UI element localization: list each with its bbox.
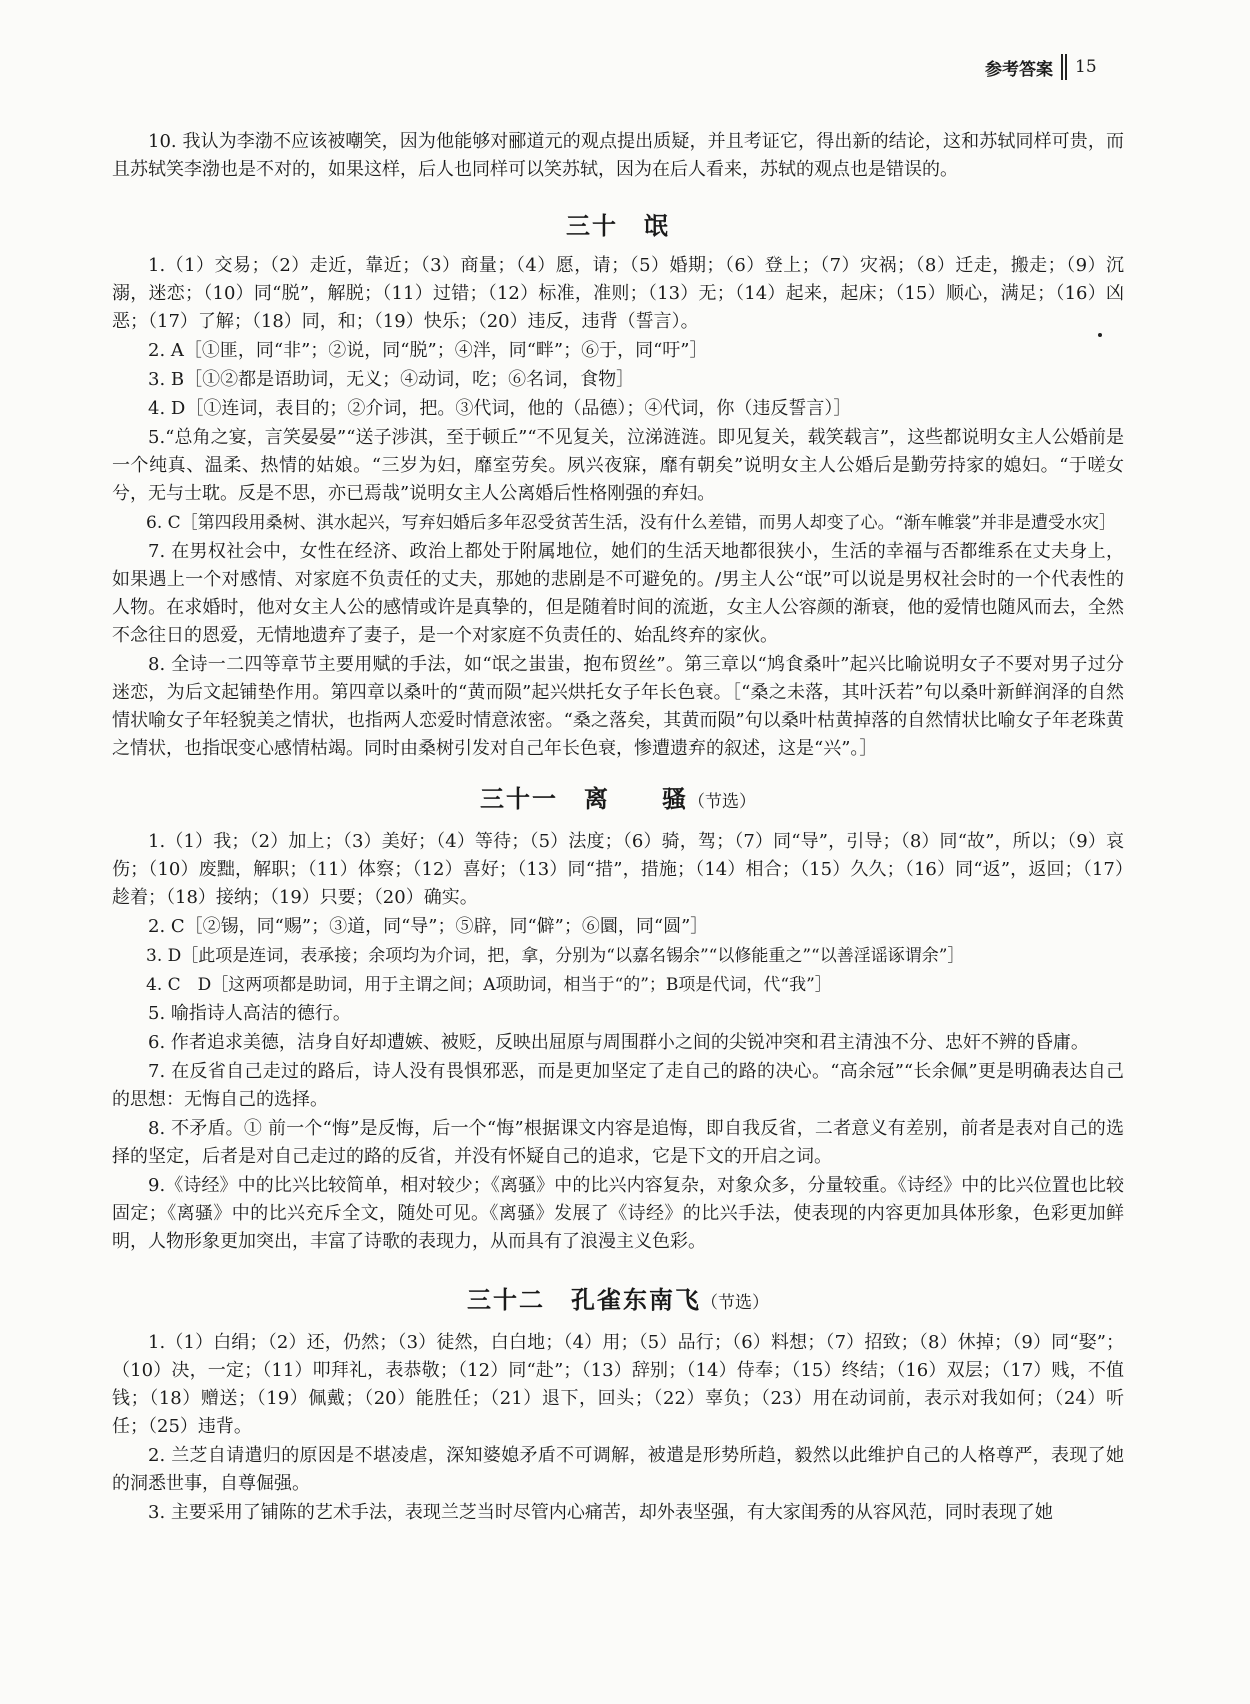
answer-paragraph: 3. B［①②都是语助词，无义；④动词，吃；⑥名词，食物］	[148, 369, 635, 390]
answer-paragraph: 4. D［①连词，表目的；②介词，把。③代词，他的（品德）；④代词，你（违反誓言）］	[148, 398, 852, 419]
section-title	[112, 212, 1124, 240]
answer-content	[112, 128, 1124, 1528]
answer-paragraph: 7. 在男权社会中，女性在经济、政治上都处于附属地位，她们的生活天地都很狭小，生活的幸福与否都维系在丈夫身上，如果遇上一个对感情、对家庭不负责任的丈夫，那她的悲剧是不可避免的。/男主人公“氓”可以说是男权社会时的一个代表性的人物。在求婚时，他对女主人公的感情或许是真挚的，但是随着时间的流逝，女主人公容颜的渐衰，他的爱情也随风而去，全然不念往日的恩爱，无情地遗弃了妻子，是一个对家庭不负责任的、始乱终弃的家伙。	[112, 541, 1124, 646]
section-title-text: 三十 氓	[566, 212, 670, 240]
answer-paragraph: 4. C D［这两项都是助词，用于主谓之间；A项助词，相当于“的”；B项是代词，代“我”］	[146, 975, 832, 995]
answer-paragraph: 8. 全诗一二四等章节主要用赋的手法，如“氓之蚩蚩，抱布贸丝”。第三章以“鸠食桑叶”起兴比喻说明女子不要对男子过分迷恋，为后文起铺垫作用。第四章以桑叶的“黄而陨”起兴烘托女子年长色衰。［“桑之未落，其叶沃若”句以桑叶新鲜润泽的自然情状喻女子年轻貌美之情状，也指两人恋爱时情意浓密。“桑之落矣，其黄而陨”句以桑叶枯黄掉落的自然情状比喻女子年老珠黄之情状，也指氓变心感情枯竭。同时由桑树引发对自己年长色衰，惨遭遗弃的叙述，这是“兴”。］	[112, 654, 1124, 759]
section-title-text: 三十二 孔雀东南飞	[467, 1286, 701, 1314]
answer-paragraph: 1.（1）交易；（2）走近，靠近；（3）商量；（4）愿，请；（5）婚期；（6）登上；（7）灾祸；（8）迁走，搬走；（9）沉溺，迷恋；（10）同“脱”，解脱；（11）过错；（12）标准，准则；（13）无；（14）起来，起床；（15）顺心，满足；（16）凶恶；（17）了解；（18）同，和；（19）快乐；（20）违反，违背（誓言）。	[112, 255, 1124, 332]
section-title	[112, 785, 1124, 816]
section-subtitle: （节选）	[701, 1293, 769, 1313]
answer-paragraph: 1.（1）白绢；（2）还，仍然；（3）徒然，白白地；（4）用；（5）品行；（6）料想；（7）招致；（8）休掉；（9）同“娶”；（10）决，一定；（11）叩拜礼，表恭敬；（12）同“赴”；（13）辞别；（14）侍奉；（15）终结；（16）双层；（17）贱，不值钱；（18）赠送；（19）佩戴；（20）能胜任；（21）退下，回头；（22）辜负；（23）用在动词前，表示对我如何；（24）听任；（25）违背。	[112, 1332, 1124, 1437]
answer-paragraph: 9.《诗经》中的比兴比较简单，相对较少；《离骚》中的比兴内容复杂，对象众多，分量较重。《诗经》中的比兴位置也比较固定；《离骚》中的比兴充斥全文，随处可见。《离骚》发展了《诗经》的比兴手法，使表现的内容更加具体形象，色彩更加鲜明，人物形象更加突出，丰富了诗歌的表现力，从而具有了浪漫主义色彩。	[112, 1175, 1124, 1252]
intro-paragraph: 10. 我认为李渤不应该被嘲笑，因为他能够对郦道元的观点提出质疑，并且考证它，得出新的结论，这和苏轼同样可贵，而且苏轼笑李渤也是不对的，如果这样，后人也同样可以笑苏轼，因为在后人看来，苏轼的观点也是错误的。	[112, 131, 1124, 180]
header-title: 参考答案	[985, 59, 1053, 80]
answer-paragraph: 3. 主要采用了铺陈的艺术手法，表现兰芝当时尽管内心痛苦，却外表坚强，有大家闺秀的从容风范，同时表现了她	[148, 1502, 1053, 1523]
answer-paragraph: 7. 在反省自己走过的路后，诗人没有畏惧邪恶，而是更加坚定了走自己的路的决心。“高余冠”“长余佩”更是明确表达自己的思想：无悔自己的选择。	[112, 1061, 1124, 1110]
answer-paragraph: 2. C［②锡，同“赐”；③道，同“导”；⑤辟，同“僻”；⑥圜，同“圆”］	[148, 916, 709, 937]
section-title-text: 三十一 离 骚	[480, 785, 688, 813]
answer-paragraph: 3. D［此项是连词，表承接；余项均为介词，把，拿，分别为“以嘉名锡余”“以修能重之”“以善淫谣诼谓余”］	[146, 946, 965, 966]
header-divider	[1061, 54, 1067, 80]
answer-paragraph: 6. C［第四段用桑树、淇水起兴，写弃妇婚后多年忍受贫苦生活，没有什么差错，而男人却变了心。“渐车帷裳”并非是遭受水灾］	[146, 513, 1117, 533]
page-header	[985, 54, 1097, 80]
answer-paragraph: 5.“总角之宴，言笑晏晏”“送子涉淇，至于顿丘”“不见复关，泣涕涟涟。即见复关，载笑载言”，这些都说明女主人公婚前是一个纯真、温柔、热情的姑娘。“三岁为妇，靡室劳矣。夙兴夜寐，靡有朝矣”说明女主人公婚后是勤劳持家的媳妇。“于嗟女兮，无与士耽。反是不思，亦已焉哉”说明女主人公离婚后性格刚强的弃妇。	[112, 427, 1124, 504]
section-title	[112, 1286, 1124, 1317]
answer-paragraph: 1.（1）我；（2）加上；（3）美好；（4）等待；（5）法度；（6）骑，驾；（7）同“导”，引导；（8）同“故”，所以；（9）哀伤；（10）废黜，解职；（11）体察；（12）喜好；（13）同“措”，措施；（14）相合；（15）久久；（16）同“返”，返回；（17）趁着；（18）接纳；（19）只要；（20）确实。	[112, 831, 1124, 908]
section-subtitle: （节选）	[688, 792, 756, 812]
answer-paragraph: 8. 不矛盾。① 前一个“悔”是反悔，后一个“悔”根据课文内容是追悔，即自我反省，二者意义有差别，前者是表对自己的选择的坚定，后者是对自己走过的路的反省，并没有怀疑自己的追求，它是下文的开启之词。	[112, 1118, 1124, 1167]
answer-paragraph: 6. 作者追求美德，洁身自好却遭嫉、被贬，反映出屈原与周围群小之间的尖锐冲突和君主清浊不分、忠奸不辨的昏庸。	[148, 1032, 1089, 1053]
answer-paragraph: 5. 喻指诗人高洁的德行。	[148, 1003, 351, 1024]
answer-paragraph: 2. A［①匪，同“非”；②说，同“脱”；④泮，同“畔”；⑥于，同“吁”］	[148, 340, 708, 361]
answer-paragraph: 2. 兰芝自请遣归的原因是不堪凌虐，深知婆媳矛盾不可调解，被遣是形势所趋，毅然以此维护自己的人格尊严，表现了她的洞悉世事，自尊倔强。	[112, 1445, 1124, 1494]
page-number: 15	[1075, 57, 1097, 77]
